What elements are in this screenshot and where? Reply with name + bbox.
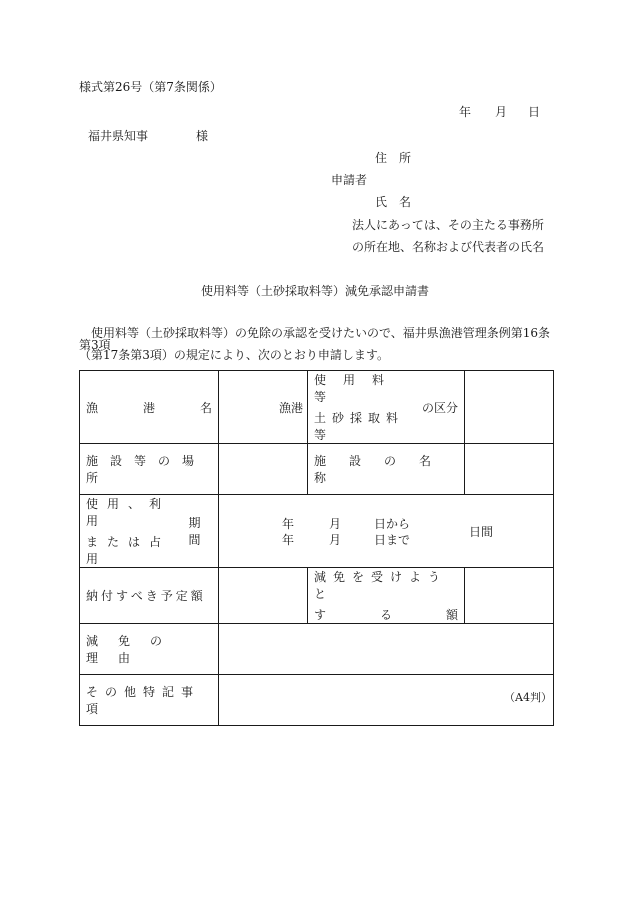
application-table <box>79 370 554 726</box>
period-days: 日間 <box>469 525 494 539</box>
period-field[interactable] <box>219 495 554 568</box>
facility-name-label: 施設の名称 <box>308 444 465 495</box>
amount-due-label: 納付すべき予定額 <box>80 568 219 624</box>
period-start-year: 年 <box>282 517 295 531</box>
period-end-year: 年 <box>282 533 295 547</box>
period-label-1: 使用、利用 <box>86 497 171 528</box>
exemption-amount-label-2: す る 額 <box>314 608 458 622</box>
table-row <box>80 568 554 624</box>
addressee: 福井県知事 <box>88 129 149 143</box>
corporate-note-2: の所在地、名称および代表者の氏名 <box>352 240 545 254</box>
body-line-2: （第17条第3項）の規定により、次のとおり申請します。 <box>79 348 389 362</box>
table-row <box>80 371 554 444</box>
table-row <box>80 495 554 568</box>
exemption-reason-label: 減免の理由 <box>80 624 219 675</box>
port-suffix: 漁港 <box>278 400 303 415</box>
table-row <box>80 444 554 495</box>
address-label: 住 所 <box>375 151 412 165</box>
form-number: 様式第26号（第7条関係） <box>79 80 222 94</box>
date-day-label: 日 <box>528 105 541 119</box>
corporate-note-1: 法人にあっては、その主たる事務所 <box>352 218 544 232</box>
amount-due-field[interactable] <box>219 568 308 624</box>
fee-type-field[interactable] <box>465 371 554 444</box>
paper-size-note: （A4判） <box>504 691 552 704</box>
port-name-field[interactable] <box>219 371 308 444</box>
exemption-amount-field[interactable] <box>465 568 554 624</box>
fee-type-suffix: の区分 <box>421 400 458 415</box>
name-label: 氏 名 <box>375 195 412 209</box>
port-name-label: 漁 港 名 <box>86 400 212 415</box>
exemption-reason-field[interactable] <box>219 624 554 675</box>
period-end-month: 月 <box>329 533 342 547</box>
date-month-label: 月 <box>495 105 508 119</box>
fee-type-label-cell <box>308 371 465 444</box>
exemption-amount-label-cell <box>308 568 465 624</box>
period-from: 日から <box>374 517 411 531</box>
period-start-month: 月 <box>329 517 342 531</box>
period-label-3: 期間 <box>188 516 201 547</box>
fee-type-label-2: 土砂採取料等 <box>314 411 405 442</box>
table-row <box>80 624 554 675</box>
facility-location-label: 施設等の場所 <box>80 444 219 495</box>
period-label-cell <box>80 495 219 568</box>
applicant-label: 申請者 <box>331 173 368 187</box>
port-name-label-cell <box>80 371 219 444</box>
other-notes-label: その他特記事項 <box>80 675 219 726</box>
date-year-label: 年 <box>459 105 472 119</box>
period-label-2: または占用 <box>86 535 171 566</box>
facility-location-field[interactable] <box>219 444 308 495</box>
honorific: 様 <box>196 129 209 143</box>
document-title: 使用料等（土砂採取料等）減免承認申請書 <box>200 284 429 298</box>
facility-name-field[interactable] <box>465 444 554 495</box>
period-to: 日まで <box>374 533 411 547</box>
table-row <box>80 675 554 726</box>
body-line-1: 使用料等（土砂採取料等）の免除の承認を受けたいので、福井県漁港管理条例第16条第3項 <box>79 326 551 352</box>
exemption-amount-label-1: 減免を受けようと <box>314 570 448 601</box>
fee-type-label-1: 使用料等 <box>314 373 402 404</box>
